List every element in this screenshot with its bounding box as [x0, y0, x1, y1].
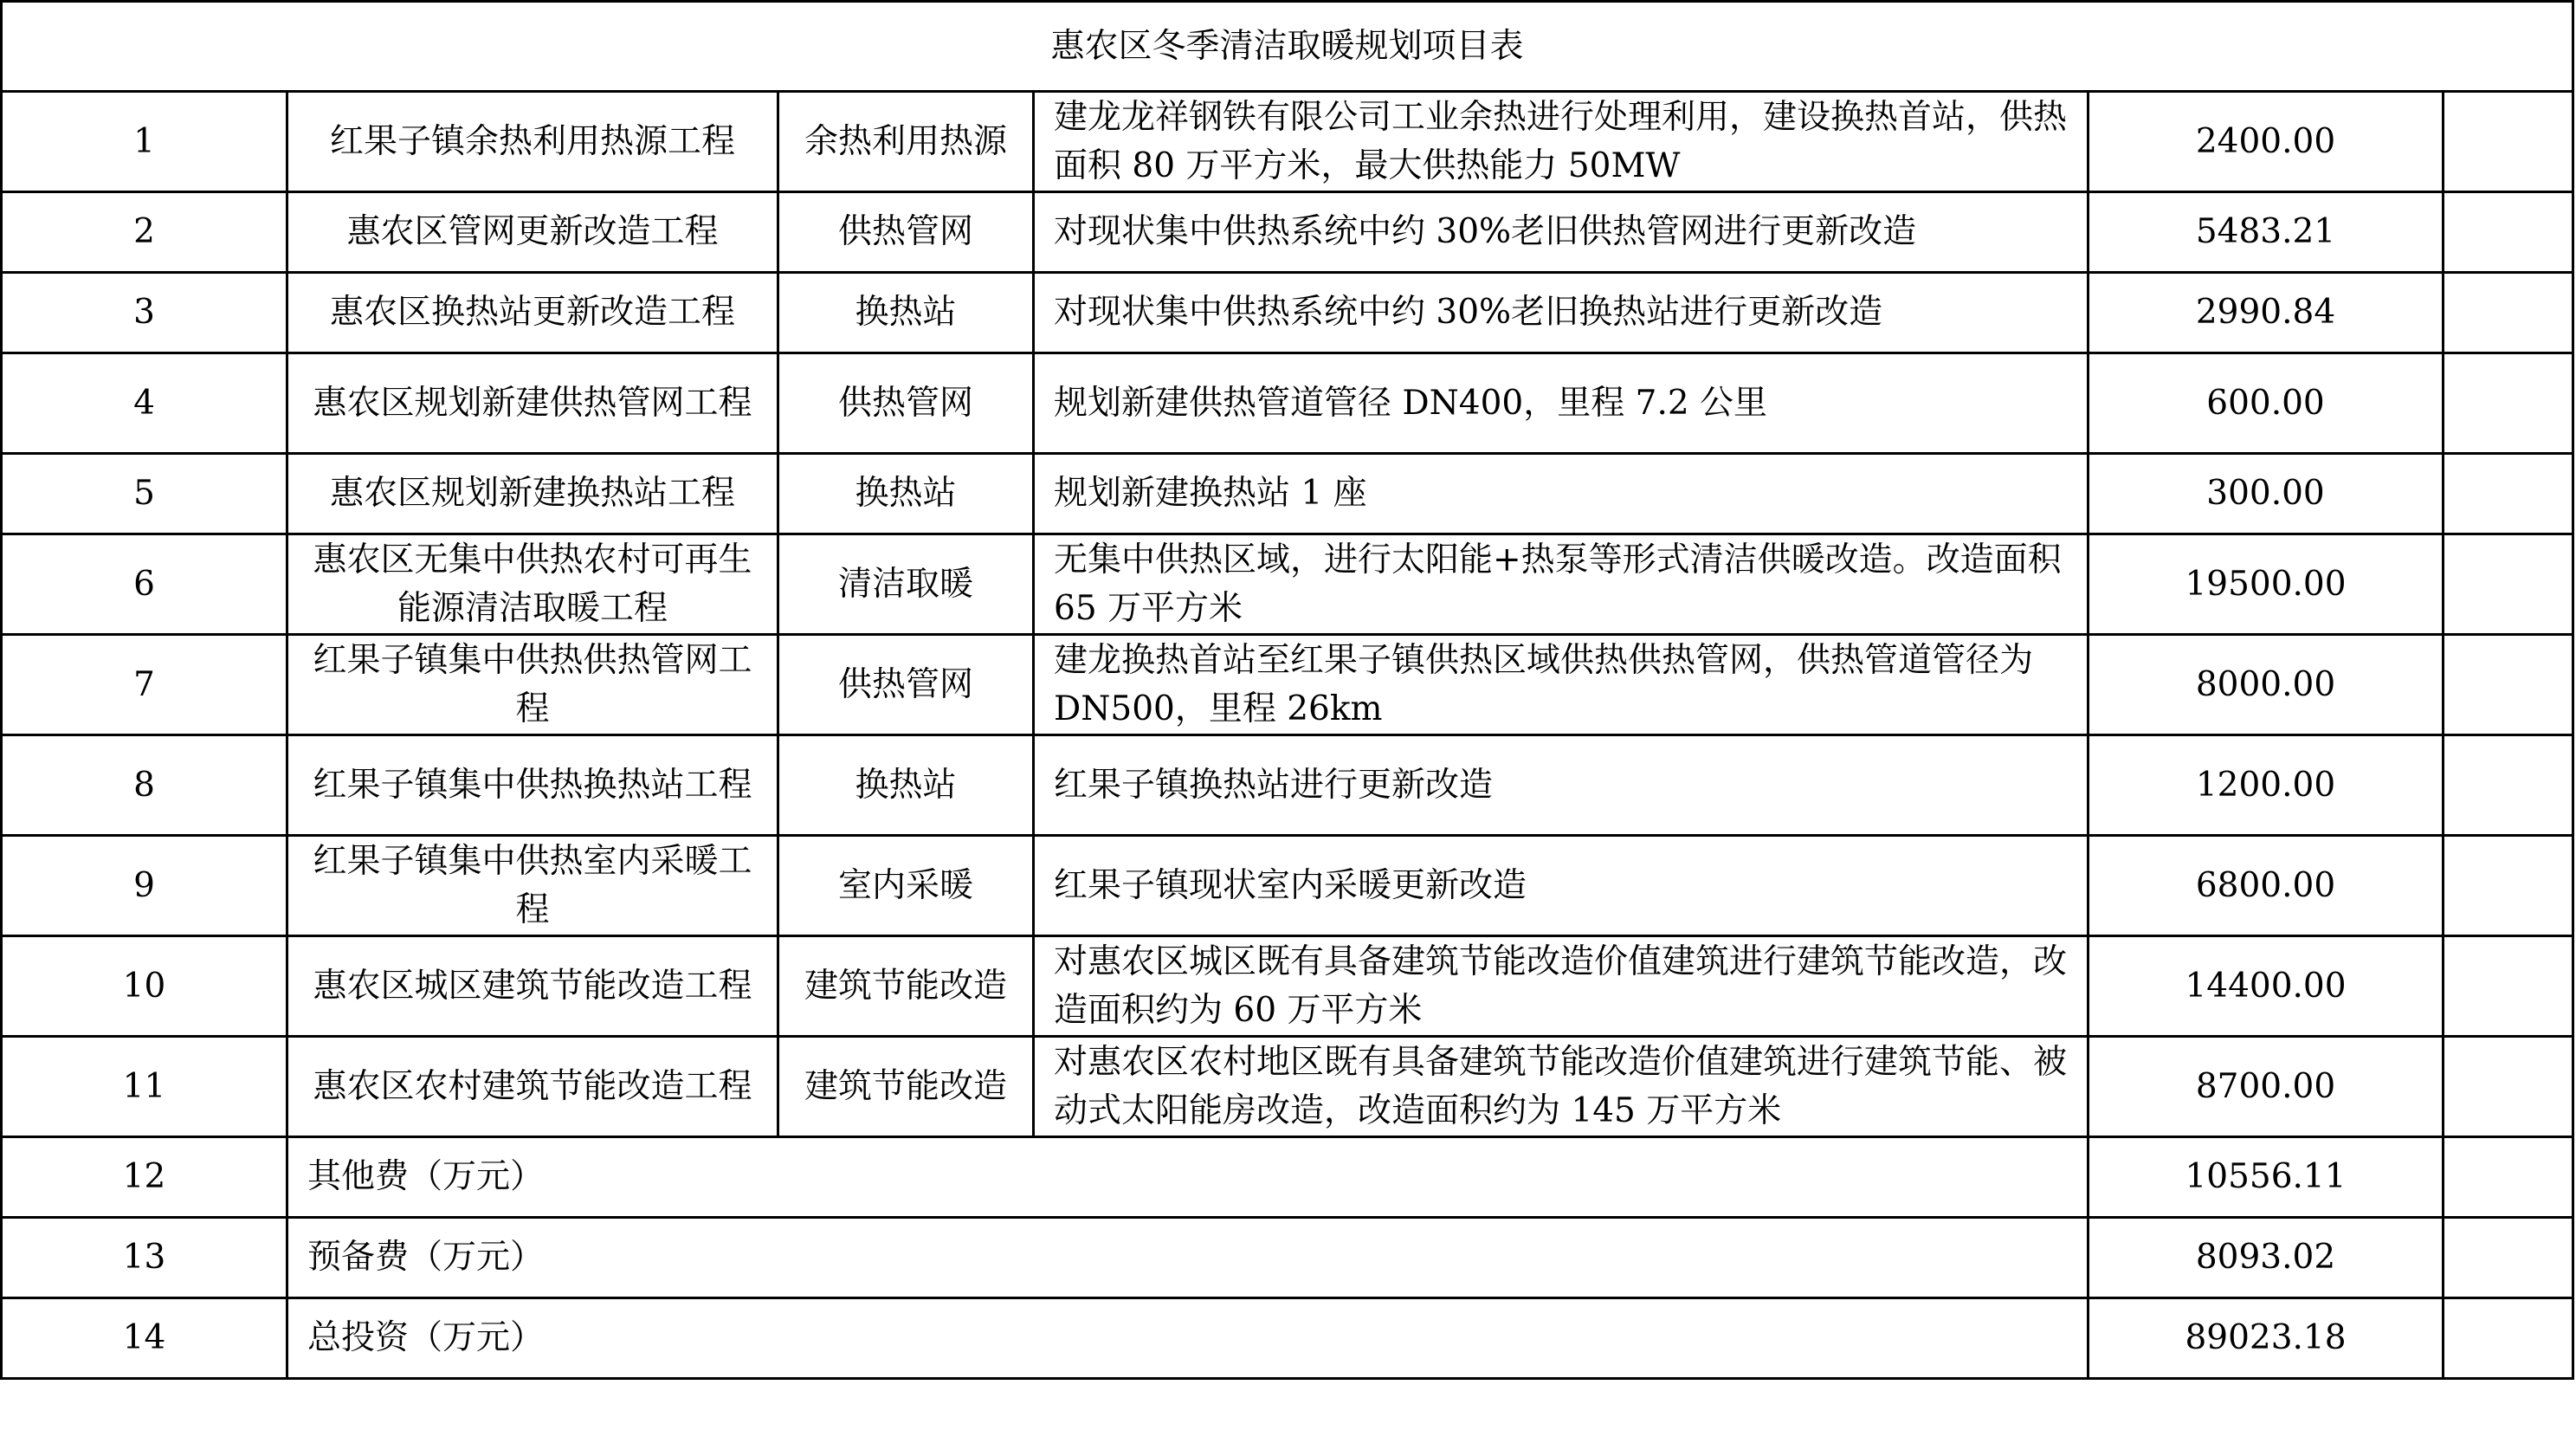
note-cell: [2444, 534, 2573, 635]
summary-amount: 10556.11: [2089, 1137, 2444, 1218]
project-row: [2, 273, 2573, 353]
note-cell: [2444, 936, 2573, 1037]
project-name: 惠农区城区建筑节能改造工程: [287, 936, 778, 1037]
note-cell: [2444, 1137, 2573, 1218]
project-content: 规划新建换热站 1 座: [1034, 454, 2089, 534]
project-row: [2, 936, 2573, 1037]
row-number: 3: [2, 273, 287, 353]
table-title: 惠农区冬季清洁取暖规划项目表: [2, 2, 2573, 92]
row-number: 8: [2, 735, 287, 836]
project-category: 换热站: [778, 454, 1034, 534]
project-name: 红果子镇余热利用热源工程: [287, 92, 778, 192]
row-number: 4: [2, 353, 287, 454]
project-content: 无集中供热区域，进行太阳能+热泵等形式清洁供暖改造。改造面积 65 万平方米: [1034, 534, 2089, 635]
project-row: [2, 92, 2573, 192]
investment-amount: 2400.00: [2089, 92, 2444, 192]
investment-amount: 6800.00: [2089, 836, 2444, 936]
summary-label: 预备费（万元）: [287, 1218, 2089, 1298]
summary-amount: 8093.02: [2089, 1218, 2444, 1298]
investment-amount: 300.00: [2089, 454, 2444, 534]
investment-amount: 2990.84: [2089, 273, 2444, 353]
table-body: [2, 2, 2573, 1379]
project-category: 清洁取暖: [778, 534, 1034, 635]
project-content: 对现状集中供热系统中约 30%老旧换热站进行更新改造: [1034, 273, 2089, 353]
project-name: 惠农区规划新建换热站工程: [287, 454, 778, 534]
investment-amount: 8000.00: [2089, 635, 2444, 735]
project-name: 红果子镇集中供热换热站工程: [287, 735, 778, 836]
title-row: [2, 2, 2573, 92]
row-number: 6: [2, 534, 287, 635]
note-cell: [2444, 1218, 2573, 1298]
row-number: 10: [2, 936, 287, 1037]
note-cell: [2444, 1037, 2573, 1137]
note-cell: [2444, 454, 2573, 534]
project-content: 对惠农区农村地区既有具备建筑节能改造价值建筑进行建筑节能、被动式太阳能房改造，改造面积约为 145 万平方米: [1034, 1037, 2089, 1137]
project-category: 供热管网: [778, 353, 1034, 454]
project-name: 红果子镇集中供热室内采暖工程: [287, 836, 778, 936]
project-category: 换热站: [778, 735, 1034, 836]
note-cell: [2444, 192, 2573, 273]
project-name: 惠农区管网更新改造工程: [287, 192, 778, 273]
project-content: 对惠农区城区既有具备建筑节能改造价值建筑进行建筑节能改造，改造面积约为 60 万平方米: [1034, 936, 2089, 1037]
project-category: 室内采暖: [778, 836, 1034, 936]
project-content: 规划新建供热管道管径 DN400，里程 7.2 公里: [1034, 353, 2089, 454]
project-category: 换热站: [778, 273, 1034, 353]
investment-amount: 5483.21: [2089, 192, 2444, 273]
note-cell: [2444, 92, 2573, 192]
project-content: 建龙龙祥钢铁有限公司工业余热进行处理利用，建设换热首站，供热面积 80 万平方米，最大供热能力 50MW: [1034, 92, 2089, 192]
project-name: 红果子镇集中供热供热管网工程: [287, 635, 778, 735]
project-row: [2, 192, 2573, 273]
project-row: [2, 353, 2573, 454]
project-name: 惠农区无集中供热农村可再生能源清洁取暖工程: [287, 534, 778, 635]
project-category: 供热管网: [778, 192, 1034, 273]
row-number: 11: [2, 1037, 287, 1137]
project-content: 红果子镇现状室内采暖更新改造: [1034, 836, 2089, 936]
summary-row: [2, 1298, 2573, 1379]
project-row: [2, 534, 2573, 635]
note-cell: [2444, 836, 2573, 936]
row-number: 5: [2, 454, 287, 534]
project-content: 对现状集中供热系统中约 30%老旧供热管网进行更新改造: [1034, 192, 2089, 273]
project-name: 惠农区农村建筑节能改造工程: [287, 1037, 778, 1137]
row-number: 2: [2, 192, 287, 273]
row-number: 12: [2, 1137, 287, 1218]
project-category: 建筑节能改造: [778, 1037, 1034, 1137]
project-category: 供热管网: [778, 635, 1034, 735]
row-number: 9: [2, 836, 287, 936]
summary-label: 其他费（万元）: [287, 1137, 2089, 1218]
investment-amount: 1200.00: [2089, 735, 2444, 836]
project-name: 惠农区换热站更新改造工程: [287, 273, 778, 353]
summary-amount: 89023.18: [2089, 1298, 2444, 1379]
note-cell: [2444, 273, 2573, 353]
note-cell: [2444, 635, 2573, 735]
project-category: 余热利用热源: [778, 92, 1034, 192]
project-row: [2, 635, 2573, 735]
project-row: [2, 454, 2573, 534]
investment-amount: 19500.00: [2089, 534, 2444, 635]
summary-row: [2, 1137, 2573, 1218]
row-number: 14: [2, 1298, 287, 1379]
row-number: 7: [2, 635, 287, 735]
project-category: 建筑节能改造: [778, 936, 1034, 1037]
note-cell: [2444, 353, 2573, 454]
project-content: 红果子镇换热站进行更新改造: [1034, 735, 2089, 836]
row-number: 1: [2, 92, 287, 192]
investment-amount: 8700.00: [2089, 1037, 2444, 1137]
project-name: 惠农区规划新建供热管网工程: [287, 353, 778, 454]
row-number: 13: [2, 1218, 287, 1298]
investment-amount: 14400.00: [2089, 936, 2444, 1037]
project-row: [2, 735, 2573, 836]
investment-amount: 600.00: [2089, 353, 2444, 454]
project-row: [2, 836, 2573, 936]
summary-label: 总投资（万元）: [287, 1298, 2089, 1379]
project-content: 建龙换热首站至红果子镇供热区域供热供热管网，供热管道管径为 DN500，里程 26km: [1034, 635, 2089, 735]
project-row: [2, 1037, 2573, 1137]
summary-row: [2, 1218, 2573, 1298]
note-cell: [2444, 735, 2573, 836]
note-cell: [2444, 1298, 2573, 1379]
